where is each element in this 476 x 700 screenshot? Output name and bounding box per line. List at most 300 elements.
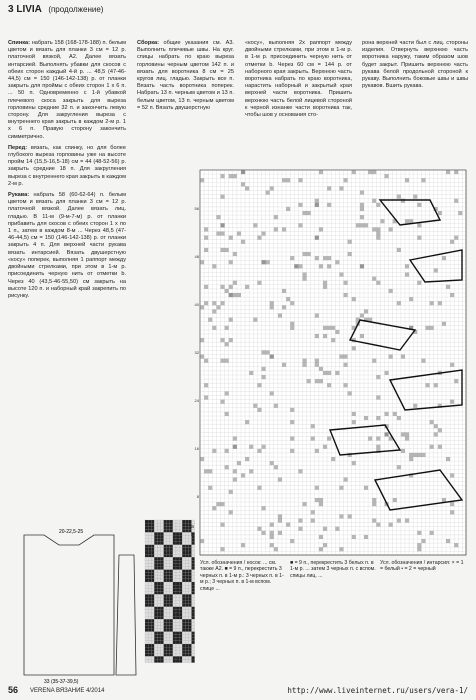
motif-cell	[417, 453, 421, 457]
braid-cell	[151, 570, 154, 573]
braid-cell	[170, 551, 173, 554]
braid-cell	[151, 551, 154, 554]
braid-cell	[182, 635, 185, 638]
braid-cell	[173, 523, 176, 526]
braid-cell	[161, 573, 164, 576]
motif-cell	[307, 252, 311, 256]
braid-cell	[170, 635, 173, 638]
braid-cell	[179, 579, 182, 582]
motif-cell	[331, 326, 335, 330]
motif-cell	[446, 457, 450, 461]
motif-cell	[417, 223, 421, 227]
marker-b: b	[191, 532, 194, 538]
motif-cell	[323, 445, 327, 449]
braid-cell	[148, 567, 151, 570]
motif-cell	[339, 547, 343, 551]
paragraph-heading: Рукава:	[8, 192, 34, 199]
braid-cell	[192, 582, 195, 585]
braid-cell	[154, 619, 157, 622]
motif-cell	[274, 465, 278, 469]
braid-cell	[164, 563, 167, 566]
braid-cell	[164, 613, 167, 616]
motif-cell	[397, 416, 401, 420]
motif-cell	[458, 211, 462, 215]
motif-cell	[389, 523, 393, 527]
braid-cell	[192, 576, 195, 579]
braid-cell	[148, 653, 151, 656]
braid-cell	[188, 548, 191, 551]
motif-cell	[339, 273, 343, 277]
motif-cell	[323, 256, 327, 260]
braid-cell	[188, 588, 191, 591]
row-label: 56	[194, 206, 199, 211]
braid-cell	[161, 560, 164, 563]
legend-col-1: Усл. обозначения / ноcок: ... см. также А2. ■ = 9 п., перекрестить 3 черных п. в 1-м р.: 3 черных п. в 1-м р.; 3 черных п. в 1-м вспом. спице ...	[200, 560, 284, 592]
motif-cell	[393, 412, 397, 416]
motif-cell	[315, 334, 319, 338]
motif-cell	[344, 363, 348, 367]
motif-cell	[376, 236, 380, 240]
braid-cell	[192, 650, 195, 653]
motif-cell	[339, 514, 343, 518]
braid-cell	[148, 570, 151, 573]
braid-cell	[188, 563, 191, 566]
motif-cell	[212, 506, 216, 510]
braid-cell	[173, 579, 176, 582]
braid-cell	[170, 542, 173, 545]
motif-cell	[327, 186, 331, 190]
braid-cell	[192, 579, 195, 582]
motif-cell	[282, 305, 286, 309]
braid-cell	[164, 644, 167, 647]
motif-cell	[442, 322, 446, 326]
braid-cell	[145, 570, 148, 573]
magazine-name: VERENA ВЯЗАНИЕ 4/2014	[30, 688, 105, 694]
motif-cell	[233, 478, 237, 482]
motif-cell	[257, 486, 261, 490]
motif-cell	[434, 383, 438, 387]
motif-cell	[204, 396, 208, 400]
motif-cell	[241, 182, 245, 186]
motif-cell	[204, 227, 208, 231]
motif-cell	[257, 408, 261, 412]
braid-cell	[185, 604, 188, 607]
braid-cell	[154, 616, 157, 619]
braid-cell	[176, 660, 179, 663]
braid-cell	[192, 601, 195, 604]
paragraph	[8, 192, 126, 300]
braid-cell	[154, 594, 157, 597]
motif-cell	[262, 260, 266, 264]
motif-cell	[298, 469, 302, 473]
braid-cell	[188, 656, 191, 659]
braid-cell	[164, 526, 167, 529]
braid-cell	[176, 570, 179, 573]
motif-cell	[397, 519, 401, 523]
braid-cell	[164, 536, 167, 539]
motif-cell	[225, 359, 229, 363]
braid-cell	[182, 582, 185, 585]
row-label: 32	[194, 350, 199, 355]
motif-cell	[315, 449, 319, 453]
braid-cell	[167, 629, 170, 632]
braid-cell	[192, 644, 195, 647]
braid-cell	[173, 650, 176, 653]
braid-cell	[185, 619, 188, 622]
braid-cell	[179, 526, 182, 529]
braid-cell	[157, 545, 160, 548]
paragraph	[137, 40, 234, 112]
motif-cell	[327, 383, 331, 387]
braid-cell	[173, 607, 176, 610]
braid-cell	[151, 616, 154, 619]
braid-cell	[151, 653, 154, 656]
braid-cell	[145, 601, 148, 604]
paragraph-heading: Перед:	[8, 144, 31, 151]
braid-cell	[161, 656, 164, 659]
motif-cell	[450, 473, 454, 477]
motif-cell	[380, 219, 384, 223]
braid-cell	[145, 579, 148, 582]
braid-cell	[161, 660, 164, 663]
motif-cell	[282, 227, 286, 231]
motif-cell	[319, 498, 323, 502]
motif-cell	[319, 379, 323, 383]
braid-cell	[170, 610, 173, 613]
paragraph-text: общие указания см. А3. Выполнить плечевые швы. На круг. спицы набрать по краю выреза горловины черным цветом 142 п. и вязать для воротника 8 см = 25 кругов лиц. гладью. Закрыть все п. Вязать часть воротника поперек. Набрать 13 п. черным цветом и 13 п. белым цветом, 13 п. черным цветом = 52 п. Вязать двушерстную	[137, 40, 234, 111]
braid-cell	[161, 647, 164, 650]
legend-col-2: ■ = 9 п., перекрестить 3 белых п. в 1-м р. ... затем 3 черных п. с вспом. спицы лиц. ...	[290, 560, 376, 579]
braid-cell	[154, 650, 157, 653]
braid-cell	[192, 554, 195, 557]
motif-cell	[348, 391, 352, 395]
braid-cell	[182, 607, 185, 610]
braid-cell	[176, 588, 179, 591]
braid-cell	[151, 635, 154, 638]
motif-cell	[204, 359, 208, 363]
motif-cell	[257, 383, 261, 387]
braid-cell	[154, 632, 157, 635]
motif-cell	[278, 314, 282, 318]
braid-cell	[173, 644, 176, 647]
motif-cell	[352, 297, 356, 301]
motif-cell	[229, 338, 233, 342]
braid-cell	[157, 585, 160, 588]
braid-cell	[145, 619, 148, 622]
braid-cell	[167, 582, 170, 585]
braid-cell	[167, 632, 170, 635]
motif-cell	[430, 301, 434, 305]
braid-cell	[145, 660, 148, 663]
motif-cell	[278, 478, 282, 482]
braid-cell	[173, 601, 176, 604]
braid-cell	[161, 526, 164, 529]
motif-cell	[216, 305, 220, 309]
braid-cell	[167, 638, 170, 641]
motif-cell	[376, 396, 380, 400]
motif-cell	[352, 461, 356, 465]
motif-cell	[245, 457, 249, 461]
braid-cell	[185, 542, 188, 545]
braid-cell	[188, 585, 191, 588]
motif-cell	[278, 519, 282, 523]
row-label: 24	[194, 398, 199, 403]
braid-cell	[145, 635, 148, 638]
braid-cell	[157, 629, 160, 632]
braid-cell	[154, 607, 157, 610]
motif-cell	[270, 531, 274, 535]
braid-cell	[157, 582, 160, 585]
motif-cell	[417, 543, 421, 547]
braid-cell	[182, 594, 185, 597]
braid-cell	[167, 526, 170, 529]
braid-cell	[176, 604, 179, 607]
braid-cell	[182, 632, 185, 635]
braid-cell	[176, 622, 179, 625]
braid-cell	[148, 656, 151, 659]
braid-cell	[192, 585, 195, 588]
braid-cell	[148, 610, 151, 613]
braid-cell	[148, 641, 151, 644]
braid-cell	[192, 548, 195, 551]
motif-cell	[360, 203, 364, 207]
braid-cell	[154, 622, 157, 625]
braid-cell	[185, 610, 188, 613]
braid-cell	[161, 638, 164, 641]
motif-cell	[405, 273, 409, 277]
motif-cell	[241, 543, 245, 547]
braid-cell	[161, 557, 164, 560]
braid-cell	[182, 604, 185, 607]
braid-cell	[179, 625, 182, 628]
braid-cell	[154, 582, 157, 585]
motif-cell	[225, 465, 229, 469]
braid-cell	[179, 563, 182, 566]
braid-cell	[179, 560, 182, 563]
braid-cell	[148, 582, 151, 585]
braid-cell	[192, 598, 195, 601]
motif-cell	[344, 293, 348, 297]
motif-cell	[352, 170, 356, 174]
motif-cell	[364, 223, 368, 227]
braid-cell	[154, 526, 157, 529]
braid-cell	[154, 660, 157, 663]
motif-cell	[348, 514, 352, 518]
braid-cell	[170, 532, 173, 535]
braid-cell	[182, 585, 185, 588]
braid-cell	[145, 625, 148, 628]
motif-cell	[450, 502, 454, 506]
braid-cell	[148, 644, 151, 647]
braid-cell	[170, 619, 173, 622]
motif-cell	[204, 285, 208, 289]
paragraph	[245, 40, 352, 119]
braid-cell	[164, 591, 167, 594]
motif-cell	[266, 260, 270, 264]
braid-cell	[145, 656, 148, 659]
motif-cell	[241, 473, 245, 477]
braid-cell	[161, 635, 164, 638]
motif-cell	[270, 391, 274, 395]
braid-cell	[170, 625, 173, 628]
braid-cell	[167, 570, 170, 573]
braid-cell	[192, 588, 195, 591]
motif-cell	[331, 457, 335, 461]
braid-cell	[185, 653, 188, 656]
motif-cell	[434, 268, 438, 272]
braid-cell	[148, 563, 151, 566]
motif-cell	[298, 519, 302, 523]
braid-cell	[145, 588, 148, 591]
braid-cell	[167, 573, 170, 576]
motif-cell	[303, 252, 307, 256]
braid-cell	[164, 573, 167, 576]
braid-cell	[182, 576, 185, 579]
motif-cell	[339, 355, 343, 359]
braid-cell	[176, 594, 179, 597]
motif-cell	[216, 215, 220, 219]
braid-cell	[151, 656, 154, 659]
braid-cell	[176, 532, 179, 535]
braid-cell	[151, 554, 154, 557]
braid-cell	[167, 529, 170, 532]
braid-cell	[161, 613, 164, 616]
braid-cell	[192, 613, 195, 616]
motif-cell	[282, 178, 286, 182]
braid-cell	[148, 554, 151, 557]
motif-cell	[327, 326, 331, 330]
motif-cell	[385, 371, 389, 375]
braid-cell	[170, 653, 173, 656]
braid-cell	[161, 644, 164, 647]
braid-cell	[164, 601, 167, 604]
braid-cell	[179, 536, 182, 539]
braid-cell	[185, 523, 188, 526]
braid-cell	[164, 647, 167, 650]
braid-cell	[176, 539, 179, 542]
braid-cell	[188, 557, 191, 560]
braid-cell	[154, 644, 157, 647]
braid-cell	[179, 656, 182, 659]
motif-cell	[389, 227, 393, 231]
braid-cell	[145, 542, 148, 545]
braid-cell	[148, 573, 151, 576]
braid-cell	[164, 554, 167, 557]
braid-cell	[179, 594, 182, 597]
motif-cell	[352, 346, 356, 350]
motif-cell	[241, 170, 245, 174]
braid-cell	[157, 619, 160, 622]
text-column-1	[8, 40, 126, 304]
braid-cell	[167, 563, 170, 566]
braid-cell	[173, 647, 176, 650]
motif-cell	[212, 309, 216, 313]
braid-cell	[157, 567, 160, 570]
braid-cell	[170, 604, 173, 607]
braid-cell	[148, 557, 151, 560]
braid-cell	[157, 579, 160, 582]
braid-cell	[161, 520, 164, 523]
motif-cell	[208, 486, 212, 490]
motif-cell	[270, 461, 274, 465]
motif-cell	[364, 535, 368, 539]
braid-cell	[157, 653, 160, 656]
braid-cell	[148, 588, 151, 591]
motif-cell	[450, 510, 454, 514]
motif-cell	[229, 318, 233, 322]
braid-cell	[167, 613, 170, 616]
braid-cell	[164, 641, 167, 644]
motif-cell	[364, 416, 368, 420]
braid-cell	[161, 604, 164, 607]
braid-cell	[154, 613, 157, 616]
braid-cell	[188, 604, 191, 607]
braid-cell	[173, 594, 176, 597]
braid-cell	[179, 619, 182, 622]
motif-cell	[274, 547, 278, 551]
braid-cell	[179, 567, 182, 570]
braid-cell	[154, 567, 157, 570]
braid-cell	[170, 557, 173, 560]
braid-cell	[188, 570, 191, 573]
motif-cell	[233, 252, 237, 256]
motif-cell	[315, 236, 319, 240]
braid-cell	[145, 539, 148, 542]
braid-cell	[151, 582, 154, 585]
motif-cell	[221, 232, 225, 236]
braid-cell	[185, 629, 188, 632]
motif-cell	[339, 486, 343, 490]
braid-cell	[182, 548, 185, 551]
braid-cell	[170, 536, 173, 539]
motif-cell	[262, 531, 266, 535]
braid-cell	[179, 641, 182, 644]
braid-cell	[151, 601, 154, 604]
braid-cell	[148, 579, 151, 582]
braid-cell	[164, 653, 167, 656]
braid-cell	[179, 613, 182, 616]
braid-cell	[170, 594, 173, 597]
braid-cell	[161, 588, 164, 591]
paragraph	[362, 40, 468, 90]
motif-cell	[405, 264, 409, 268]
motif-cell	[208, 469, 212, 473]
motif-cell	[229, 174, 233, 178]
braid-cell	[151, 539, 154, 542]
braid-cell	[148, 576, 151, 579]
motif-cell	[257, 236, 261, 240]
motif-cell	[327, 256, 331, 260]
sleeve-outline	[116, 555, 136, 675]
motif-cell	[368, 437, 372, 441]
braid-cell	[161, 616, 164, 619]
motif-cell	[360, 215, 364, 219]
braid-cell	[188, 622, 191, 625]
braid-cell	[154, 536, 157, 539]
motif-cell	[315, 359, 319, 363]
braid-cell	[145, 573, 148, 576]
braid-cell	[167, 542, 170, 545]
braid-cell	[185, 607, 188, 610]
braid-cell	[164, 616, 167, 619]
braid-cell	[179, 598, 182, 601]
motif-cell	[290, 437, 294, 441]
braid-cell	[148, 526, 151, 529]
motif-cell	[262, 445, 266, 449]
braid-cell	[164, 629, 167, 632]
braid-cell	[167, 641, 170, 644]
braid-cell	[161, 579, 164, 582]
